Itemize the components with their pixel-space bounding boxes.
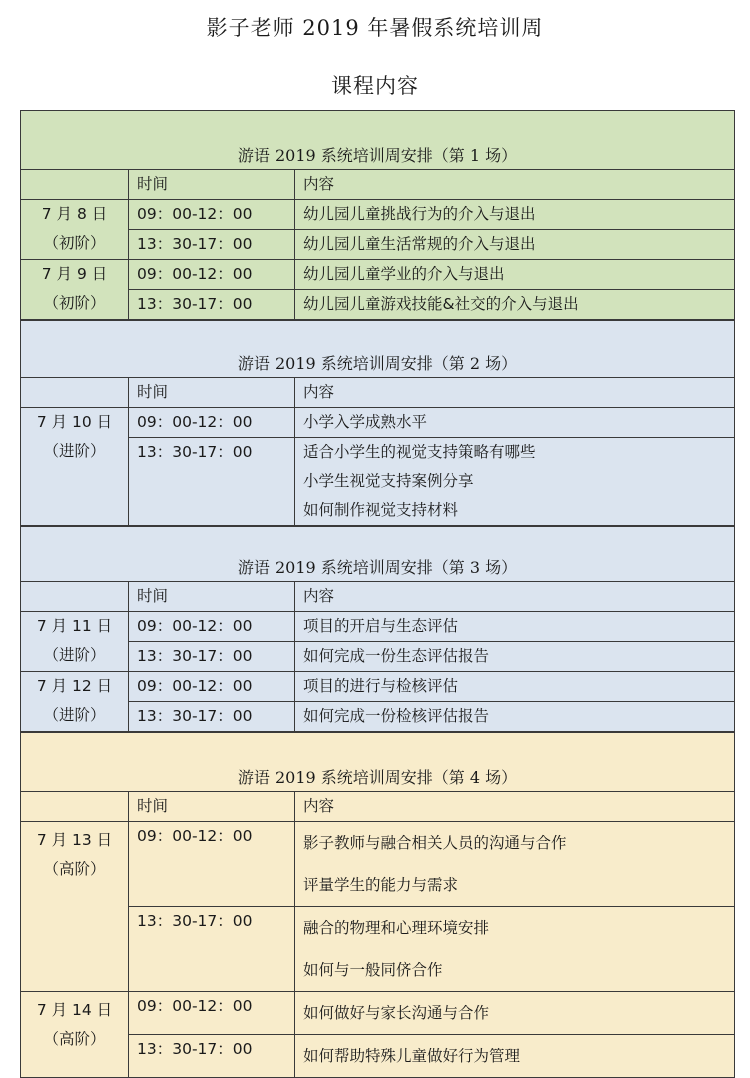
session-heading: 游语 2019 系统培训周安排（第 3 场） — [21, 527, 735, 582]
date-label: 7 月 14 日 — [36, 1001, 113, 1019]
time-cell: 13：30-17：00 — [129, 438, 295, 526]
date-cell — [21, 260, 129, 320]
level-label: （进阶） — [43, 442, 106, 460]
header-row — [21, 378, 735, 408]
date-label: 7 月 12 日 — [36, 677, 113, 695]
table-row — [21, 260, 735, 290]
time-cell: 09：00-12：00 — [129, 672, 295, 702]
content-cell — [295, 822, 735, 907]
date-label: 7 月 13 日 — [36, 831, 113, 849]
table-row — [21, 408, 735, 438]
date-cell — [21, 672, 129, 732]
topic-item: 小学生视觉支持案例分享 — [303, 472, 474, 490]
topic-item: 幼儿园儿童挑战行为的介入与退出 — [303, 205, 536, 223]
session-heading: 游语 2019 系统培训周安排（第 1 场） — [21, 111, 735, 170]
level-label: （进阶） — [43, 646, 106, 664]
content-cell — [295, 200, 735, 230]
header-time: 时间 — [129, 170, 295, 200]
time-cell: 13：30-17：00 — [129, 702, 295, 732]
date-label: 7 月 8 日 — [41, 205, 108, 223]
session-banner-row — [21, 733, 735, 792]
topic-item: 幼儿园儿童生活常规的介入与退出 — [303, 235, 536, 253]
date-label: 7 月 9 日 — [41, 265, 108, 283]
header-content: 内容 — [295, 378, 735, 408]
session-table — [20, 526, 735, 732]
session-banner-row — [21, 111, 735, 170]
header-date — [21, 582, 129, 612]
header-date — [21, 792, 129, 822]
topic-item: 如何做好与家长沟通与合作 — [303, 1004, 490, 1022]
header-time: 时间 — [129, 582, 295, 612]
header-row — [21, 582, 735, 612]
header-content: 内容 — [295, 582, 735, 612]
date-cell — [21, 408, 129, 526]
content-cell — [295, 290, 735, 320]
date-cell — [21, 992, 129, 1078]
header-row — [21, 792, 735, 822]
level-label: （初阶） — [43, 234, 106, 252]
topic-item: 如何制作视觉支持材料 — [303, 501, 459, 519]
table-row — [21, 612, 735, 642]
table-row — [21, 672, 735, 702]
table-row — [21, 230, 735, 260]
table-row — [21, 992, 735, 1035]
header-content: 内容 — [295, 792, 735, 822]
topic-item: 如何帮助特殊儿童做好行为管理 — [303, 1047, 521, 1065]
topic-item: 评量学生的能力与需求 — [303, 876, 459, 894]
page-subtitle: 课程内容 — [331, 74, 419, 98]
date-cell — [21, 200, 129, 260]
header-content: 内容 — [295, 170, 735, 200]
table-row — [21, 642, 735, 672]
time-cell: 13：30-17：00 — [129, 907, 295, 992]
session-table — [20, 110, 735, 320]
date-cell — [21, 822, 129, 992]
content-cell — [295, 672, 735, 702]
time-cell: 13：30-17：00 — [129, 230, 295, 260]
time-cell: 13：30-17：00 — [129, 290, 295, 320]
session-table — [20, 732, 735, 1078]
time-cell: 09：00-12：00 — [129, 992, 295, 1035]
date-label: 7 月 10 日 — [36, 413, 113, 431]
level-label: （高阶） — [43, 1030, 106, 1048]
time-cell: 09：00-12：00 — [129, 260, 295, 290]
time-cell: 09：00-12：00 — [129, 200, 295, 230]
header-row — [21, 170, 735, 200]
content-cell — [295, 907, 735, 992]
topic-item: 幼儿园儿童学业的介入与退出 — [303, 265, 505, 283]
topic-item: 融合的物理和心理环境安排 — [303, 919, 490, 937]
table-row — [21, 290, 735, 320]
table-row — [21, 822, 735, 907]
session-heading: 游语 2019 系统培训周安排（第 4 场） — [21, 733, 735, 792]
topic-item: 幼儿园儿童游戏技能&社交的介入与退出 — [303, 295, 579, 313]
header-date — [21, 378, 129, 408]
content-cell — [295, 408, 735, 438]
content-cell — [295, 230, 735, 260]
topic-item: 如何与一般同侪合作 — [303, 961, 443, 979]
page-title: 影子老师 2019 年暑假系统培训周 — [206, 16, 544, 40]
topic-item: 适合小学生的视觉支持策略有哪些 — [303, 443, 536, 461]
level-label: （初阶） — [43, 294, 106, 312]
schedule-tables — [20, 110, 734, 1078]
topic-item: 影子教师与融合相关人员的沟通与合作 — [303, 834, 567, 852]
time-cell: 13：30-17：00 — [129, 1035, 295, 1078]
header-time: 时间 — [129, 378, 295, 408]
time-cell: 09：00-12：00 — [129, 612, 295, 642]
header-time: 时间 — [129, 792, 295, 822]
time-cell: 09：00-12：00 — [129, 822, 295, 907]
content-cell — [295, 642, 735, 672]
content-cell — [295, 612, 735, 642]
date-cell — [21, 612, 129, 672]
level-label: （高阶） — [43, 860, 106, 878]
session-banner-row — [21, 527, 735, 582]
session-banner-row — [21, 321, 735, 378]
table-row — [21, 702, 735, 732]
level-label: （进阶） — [43, 706, 106, 724]
table-row — [21, 200, 735, 230]
topic-item: 项目的开启与生态评估 — [303, 617, 459, 635]
session-heading: 游语 2019 系统培训周安排（第 2 场） — [21, 321, 735, 378]
table-row — [21, 1035, 735, 1078]
content-cell — [295, 260, 735, 290]
content-cell — [295, 702, 735, 732]
table-row — [21, 907, 735, 992]
topic-item: 小学入学成熟水平 — [303, 413, 428, 431]
content-cell — [295, 438, 735, 526]
time-cell: 13：30-17：00 — [129, 642, 295, 672]
content-cell — [295, 992, 735, 1035]
topic-item: 项目的进行与检核评估 — [303, 677, 459, 695]
topic-item: 如何完成一份生态评估报告 — [303, 647, 490, 665]
date-label: 7 月 11 日 — [36, 617, 113, 635]
topic-item: 如何完成一份检核评估报告 — [303, 707, 490, 725]
content-cell — [295, 1035, 735, 1078]
session-table — [20, 320, 735, 526]
header-date — [21, 170, 129, 200]
table-row — [21, 438, 735, 526]
time-cell: 09：00-12：00 — [129, 408, 295, 438]
